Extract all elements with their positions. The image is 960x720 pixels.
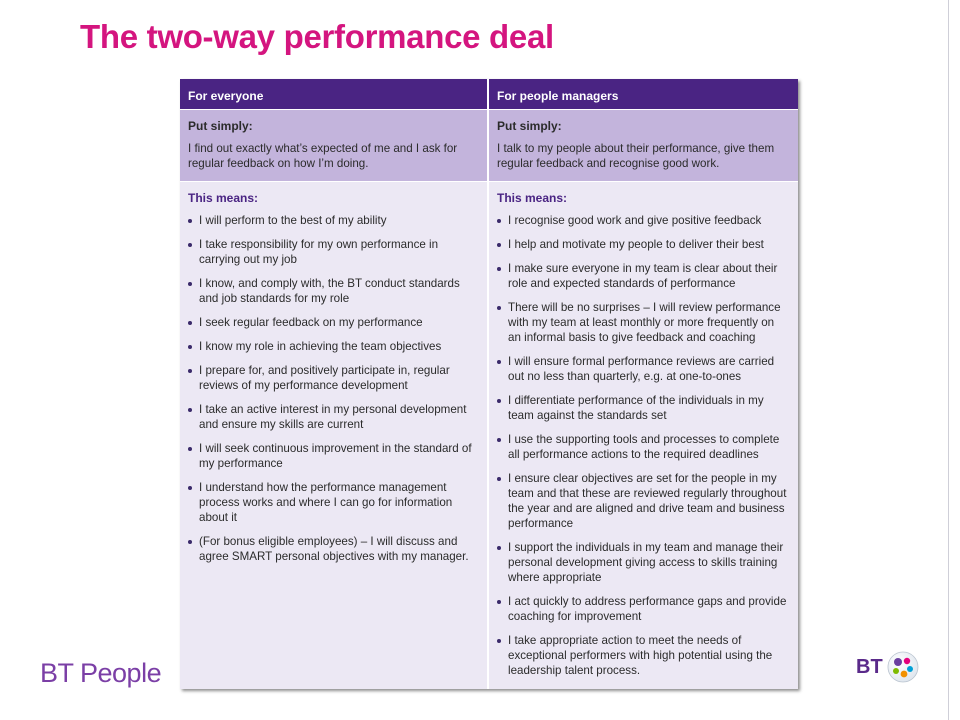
list-item: There will be no surprises – I will review performance with my team at least monthly or more frequently on an informal basis to give feedback and coaching (497, 300, 790, 345)
this-means-section (180, 181, 487, 689)
commitment-list (188, 213, 479, 564)
list-item: I will ensure formal performance reviews are carried out no less than quarterly, e.g. at one-to-ones (497, 354, 790, 384)
list-item: I differentiate performance of the individuals in my team against the standards set (497, 393, 790, 423)
list-item: I use the supporting tools and processes to complete all performance actions to the required deadlines (497, 432, 790, 462)
list-item: I know, and comply with, the BT conduct standards and job standards for my role (188, 276, 479, 306)
list-item: I seek regular feedback on my performance (188, 315, 479, 330)
slide-title: The two-way performance deal (80, 18, 554, 55)
put-simply-text: I talk to my people about their performance, give them regular feedback and recognise good work. (497, 142, 775, 170)
list-item: I prepare for, and positively participate in, regular reviews of my performance development (188, 363, 479, 393)
list-item: I support the individuals in my team and manage their personal development giving access to skills training where appropriate (497, 540, 790, 585)
list-item: I ensure clear objectives are set for the people in my team and that these are reviewed regularly throughout the year and are aligned and drive team and business performance (497, 471, 790, 531)
list-item: I help and motivate my people to deliver their best (497, 237, 790, 252)
this-means-label: This means: (188, 191, 259, 205)
column-for-people-managers (489, 79, 798, 689)
put-simply-text: I find out exactly what’s expected of me and I ask for regular feedback on how I’m doing. (188, 142, 458, 170)
performance-deal-table (180, 79, 798, 689)
bt-globe-icon (886, 650, 920, 684)
bt-logo (856, 650, 920, 684)
list-item: I will seek continuous improvement in the standard of my performance (188, 441, 479, 471)
list-item: (For bonus eligible employees) – I will discuss and agree SMART personal objectives with my manager. (188, 534, 479, 564)
put-simply-section (489, 109, 798, 181)
bt-logo-text: BT (856, 655, 883, 678)
put-simply-label: Put simply: (188, 119, 253, 133)
edge-divider (948, 0, 949, 720)
put-simply-label: Put simply: (497, 119, 562, 133)
list-item: I know my role in achieving the team objectives (188, 339, 479, 354)
column-header: For people managers (489, 79, 798, 109)
bt-people-brand: BT People (40, 658, 162, 688)
commitment-list (497, 213, 790, 678)
column-header: For everyone (180, 79, 487, 109)
column-for-everyone (180, 79, 489, 689)
this-means-label: This means: (497, 191, 568, 205)
list-item: I recognise good work and give positive feedback (497, 213, 790, 228)
list-item: I act quickly to address performance gaps and provide coaching for improvement (497, 594, 790, 624)
put-simply-section (180, 109, 487, 181)
list-item: I understand how the performance management process works and where I can go for information about it (188, 480, 479, 525)
this-means-section (489, 181, 798, 689)
list-item: I take an active interest in my personal development and ensure my skills are current (188, 402, 479, 432)
list-item: I make sure everyone in my team is clear about their role and expected standards of performance (497, 261, 790, 291)
list-item: I take appropriate action to meet the needs of exceptional performers with high potential using the leadership talent process. (497, 633, 790, 678)
list-item: I take responsibility for my own performance in carrying out my job (188, 237, 479, 267)
list-item: I will perform to the best of my ability (188, 213, 479, 228)
